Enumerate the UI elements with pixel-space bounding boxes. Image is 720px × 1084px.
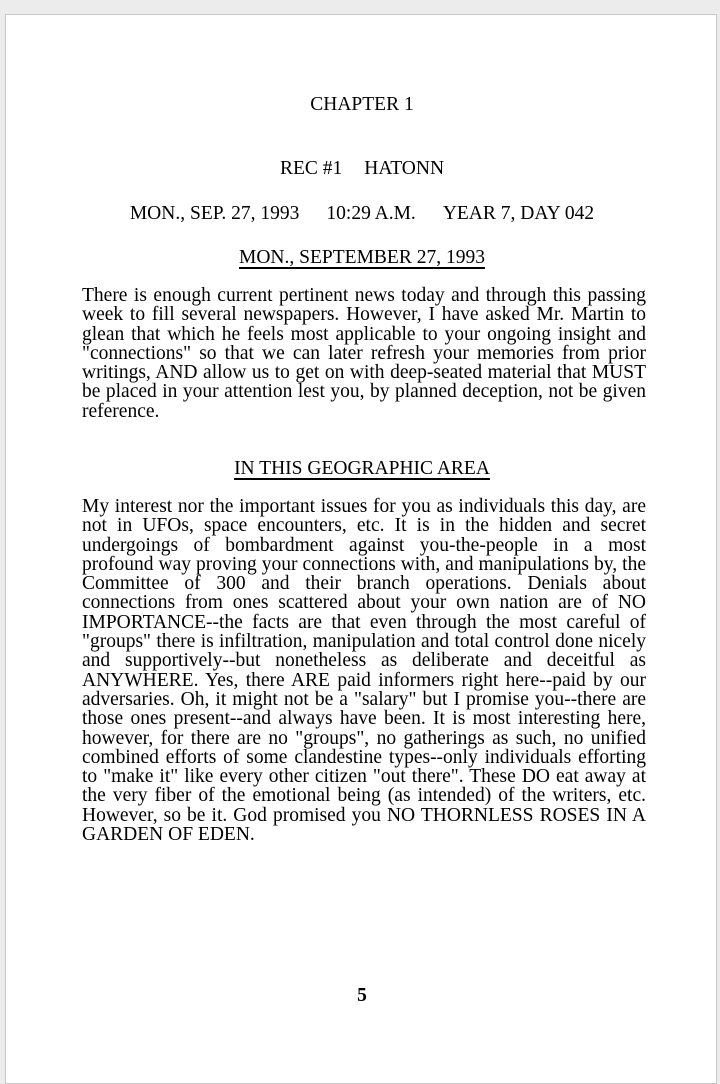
page-number: 5 <box>357 985 367 1006</box>
recording-number: REC #1 <box>279 158 343 179</box>
book-page <box>5 14 717 1084</box>
paragraph-body: My interest nor the important issues for you as individuals this day, are not in UFOs, space encounters, etc. It is in the hidden and secret undergoings of bombardment against you-the-people in a most profound way proving your connections with, and manipulations by, the Committee of 300 and their branch operations. Denials about connections from ones scattered about your own nation are of NO IMPORTANCE--the facts are that even through the most careful of "groups" there is infiltration, manipulation and total control done nicely and supportively--but nonetheless as deliberate and deceitful as ANYWHERE. Yes, there ARE paid informers right here--paid by our adversaries. Oh, it might not be a "salary" but I promise you--there are those ones present--and always have been. It is most interesting here, however, for there are no "groups", no gatherings as such, no unified combined efforts of some clandestine types--only individuals efforting to "make it" like every other citizen "out there". These DO eat away at the very fiber of the emotional being (as intended) of the writers, etc. However, so be it. God promised you NO THORNLESS ROSES IN A GARDEN OF EDEN. <box>82 496 646 846</box>
section-title-date <box>6 246 718 270</box>
section-title-geographic-text: IN THIS GEOGRAPHIC AREA <box>234 458 490 479</box>
date-text: MON., SEP. 27, 1993 <box>129 203 300 224</box>
recording-line <box>6 157 718 181</box>
section-title-geographic <box>6 457 718 481</box>
time-text: 10:29 A.M. <box>326 203 416 224</box>
chapter-heading: CHAPTER 1 <box>310 94 414 115</box>
year-day-text: YEAR 7, DAY 042 <box>442 203 595 224</box>
section-title-date-text: MON., SEPTEMBER 27, 1993 <box>239 247 485 268</box>
paragraph-intro: There is enough current pertinent news today and through this passing week to fill several newspapers. However, I have asked Mr. Martin to glean that which he feels most applicable to your ongoing insight and "connections" so that we can later refresh your memories from prior writings, AND allow us to get on with deep-seated material that MUST be placed in your attention lest you, by planned deception, not be given reference. <box>82 285 646 422</box>
date-line <box>6 202 718 226</box>
author-name: HATONN <box>364 158 445 179</box>
